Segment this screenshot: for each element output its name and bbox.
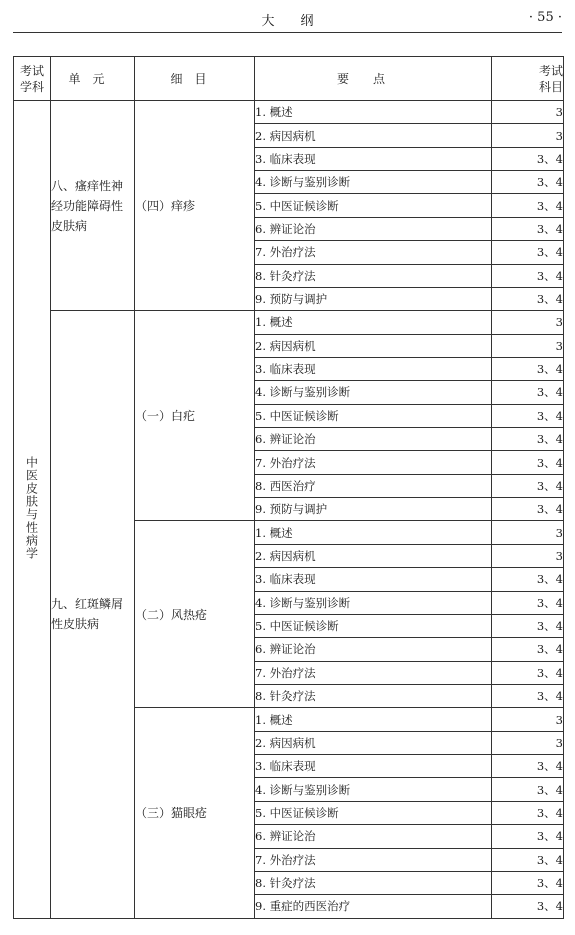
header-detail: 细目 <box>135 57 255 101</box>
detail-cell: （四）痒疹 <box>135 101 255 311</box>
point-cell: 1. 概述 <box>255 708 492 731</box>
point-cell: 7. 外治疗法 <box>255 661 492 684</box>
level-cell: 3、4 <box>492 404 564 427</box>
level-cell: 3、4 <box>492 474 564 497</box>
point-cell: 9. 重症的西医治疗 <box>255 895 492 918</box>
point-cell: 8. 针灸疗法 <box>255 871 492 894</box>
level-cell: 3、4 <box>492 871 564 894</box>
level-cell: 3、4 <box>492 428 564 451</box>
point-cell: 6. 辨证论治 <box>255 825 492 848</box>
point-cell: 7. 外治疗法 <box>255 241 492 264</box>
level-cell: 3、4 <box>492 451 564 474</box>
point-cell: 7. 外治疗法 <box>255 848 492 871</box>
point-cell: 2. 病因病机 <box>255 544 492 567</box>
syllabus-table <box>13 56 564 919</box>
level-cell: 3 <box>492 101 564 124</box>
point-cell: 6. 辨证论治 <box>255 428 492 451</box>
level-cell: 3、4 <box>492 614 564 637</box>
level-cell: 3 <box>492 334 564 357</box>
point-cell: 8. 西医治疗 <box>255 474 492 497</box>
level-cell: 3、4 <box>492 194 564 217</box>
level-cell: 3、4 <box>492 825 564 848</box>
subject-name: 中医皮肤与性病学 <box>24 455 39 560</box>
level-cell: 3 <box>492 124 564 147</box>
level-cell: 3、4 <box>492 591 564 614</box>
level-cell: 3、4 <box>492 895 564 918</box>
point-cell: 3. 临床表现 <box>255 568 492 591</box>
point-cell: 4. 诊断与鉴别诊断 <box>255 778 492 801</box>
page-title: 大纲 <box>261 14 340 29</box>
level-cell: 3、4 <box>492 684 564 707</box>
point-cell: 6. 辨证论治 <box>255 638 492 661</box>
point-cell: 1. 概述 <box>255 521 492 544</box>
point-cell: 1. 概述 <box>255 101 492 124</box>
level-cell: 3、4 <box>492 848 564 871</box>
point-cell: 1. 概述 <box>255 311 492 334</box>
point-cell: 5. 中医证候诊断 <box>255 801 492 824</box>
point-cell: 3. 临床表现 <box>255 755 492 778</box>
level-cell: 3、4 <box>492 755 564 778</box>
level-cell: 3、4 <box>492 638 564 661</box>
point-cell: 2. 病因病机 <box>255 334 492 357</box>
level-cell: 3、4 <box>492 264 564 287</box>
page-header <box>13 0 562 33</box>
detail-cell: （一）白疕 <box>135 311 255 521</box>
level-cell: 3、4 <box>492 568 564 591</box>
point-cell: 4. 诊断与鉴别诊断 <box>255 591 492 614</box>
level-cell: 3、4 <box>492 287 564 310</box>
level-cell: 3 <box>492 708 564 731</box>
level-cell: 3、4 <box>492 661 564 684</box>
point-cell: 9. 预防与调护 <box>255 498 492 521</box>
detail-cell: （三）猫眼疮 <box>135 708 255 918</box>
point-cell: 9. 预防与调护 <box>255 287 492 310</box>
page-number: · 55 · <box>528 10 562 25</box>
level-cell: 3、4 <box>492 801 564 824</box>
level-cell: 3 <box>492 544 564 567</box>
level-cell: 3、4 <box>492 171 564 194</box>
level-cell: 3、4 <box>492 778 564 801</box>
point-cell: 3. 临床表现 <box>255 357 492 380</box>
detail-cell: （二）风热疮 <box>135 521 255 708</box>
level-cell: 3 <box>492 731 564 754</box>
point-cell: 4. 诊断与鉴别诊断 <box>255 381 492 404</box>
header-unit: 单元 <box>51 57 135 101</box>
point-cell: 6. 辨证论治 <box>255 217 492 240</box>
level-cell: 3 <box>492 311 564 334</box>
point-cell: 5. 中医证候诊断 <box>255 404 492 427</box>
table-header-row <box>14 57 564 101</box>
subject-cell <box>14 101 51 919</box>
level-cell: 3、4 <box>492 357 564 380</box>
level-cell: 3、4 <box>492 381 564 404</box>
point-cell: 4. 诊断与鉴别诊断 <box>255 171 492 194</box>
level-cell: 3、4 <box>492 498 564 521</box>
point-cell: 5. 中医证候诊断 <box>255 614 492 637</box>
level-cell: 3、4 <box>492 217 564 240</box>
table-row <box>14 311 564 334</box>
header-level: 考试 科目 <box>492 57 564 101</box>
header-points: 要点 <box>255 57 492 101</box>
level-cell: 3、4 <box>492 241 564 264</box>
point-cell: 2. 病因病机 <box>255 124 492 147</box>
table-row <box>14 101 564 124</box>
point-cell: 7. 外治疗法 <box>255 451 492 474</box>
table-body <box>14 101 564 919</box>
point-cell: 2. 病因病机 <box>255 731 492 754</box>
level-cell: 3、4 <box>492 147 564 170</box>
point-cell: 8. 针灸疗法 <box>255 264 492 287</box>
unit-cell: 八、瘙痒性神经功能障碍性皮肤病 <box>51 101 135 311</box>
header-subject: 考试 学科 <box>14 57 51 101</box>
point-cell: 8. 针灸疗法 <box>255 684 492 707</box>
unit-cell: 九、红斑鳞屑性皮肤病 <box>51 311 135 918</box>
point-cell: 3. 临床表现 <box>255 147 492 170</box>
level-cell: 3 <box>492 521 564 544</box>
point-cell: 5. 中医证候诊断 <box>255 194 492 217</box>
